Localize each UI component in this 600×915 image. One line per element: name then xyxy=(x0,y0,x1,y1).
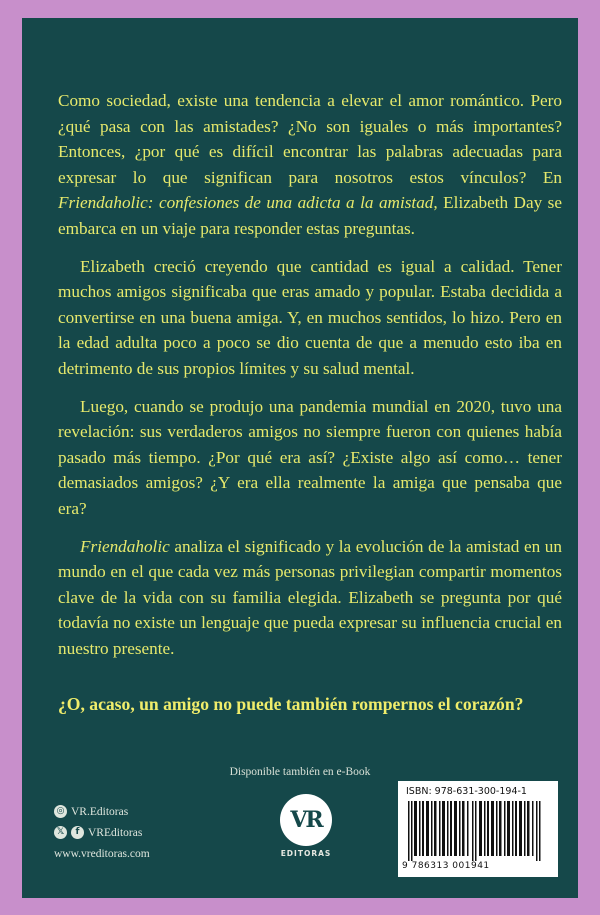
book-title-italic: Friendaholic xyxy=(80,536,170,556)
instagram-row[interactable] xyxy=(54,803,150,820)
ebook-availability: Disponible también en e-Book xyxy=(229,766,371,778)
publisher-name: EDITORAS xyxy=(280,849,332,858)
paragraph-3: Luego, cuando se produjo una pandemia mundial en 2020, tuvo una revelación: sus verdaderos amigos no siempre fueron con quienes había pasado más tiempo. ¿Por qué era así? ¿Existe algo así como… tener demasiados amigos? ¿Y era ella realmente la amiga que pensaba que era? xyxy=(58,396,562,518)
paragraph-1: Como sociedad, existe una tendencia a elevar el amor romántico. Pero ¿qué pasa con las amistades? ¿No son iguales o más importantes? Entonces, ¿por qué es difícil encontrar las palabras adecuadas para expresar lo que significan para nosotros estos vínculos? En Friendaholic: confesiones de una adicta a la amistad, Elizabeth Day se embarca en un viaje para responder estas preguntas. xyxy=(58,91,562,238)
synopsis xyxy=(58,88,562,673)
tagline: ¿O, acaso, un amigo no puede también rompernos el corazón? xyxy=(58,694,524,714)
instagram-icon: ◎ xyxy=(54,805,67,818)
website-link[interactable]: www.vreditoras.com xyxy=(54,847,150,860)
barcode-digits: 9 786313 001941 xyxy=(402,861,490,871)
book-title-italic: Friendaholic: confesiones de una adicta a la amistad xyxy=(58,193,434,213)
paragraph-2: Elizabeth creció creyendo que cantidad es igual a calidad. Tener muchos amigos significaba que eras amado y popular. Estaba decidida a convertirse en una buena amiga. Y, en muchos sentidos, lo hizo. Pero en la edad adulta poco a poco se dio cuenta de que a menudo esto iba en detrimento de sus propios límites y su salud mental. xyxy=(58,256,562,378)
back-cover xyxy=(22,18,578,898)
publisher-logo xyxy=(271,794,341,858)
isbn-label: ISBN: 978-631-300-194-1 xyxy=(406,786,527,797)
social-links xyxy=(54,803,150,866)
barcode xyxy=(398,781,558,877)
x-icon: 𝕏 xyxy=(54,826,67,839)
paragraph-4: Friendaholic analiza el significado y la evolución de la amistad en un mundo en el que cada vez más personas privilegian compartir momentos clave de la vida con su familia elegida. Elizabeth se pregunta por qué todavía no existe un lenguaje que pueda expresar su influencia crucial en nuestro presente. xyxy=(58,536,562,658)
barcode-bars xyxy=(408,801,548,861)
publisher-monogram: VR xyxy=(280,794,332,846)
instagram-handle: VR.Editoras xyxy=(71,805,129,818)
facebook-icon: f xyxy=(71,826,84,839)
website-row[interactable] xyxy=(54,845,150,862)
x-facebook-row[interactable] xyxy=(54,824,150,841)
x-facebook-handle: VREditoras xyxy=(88,826,143,839)
